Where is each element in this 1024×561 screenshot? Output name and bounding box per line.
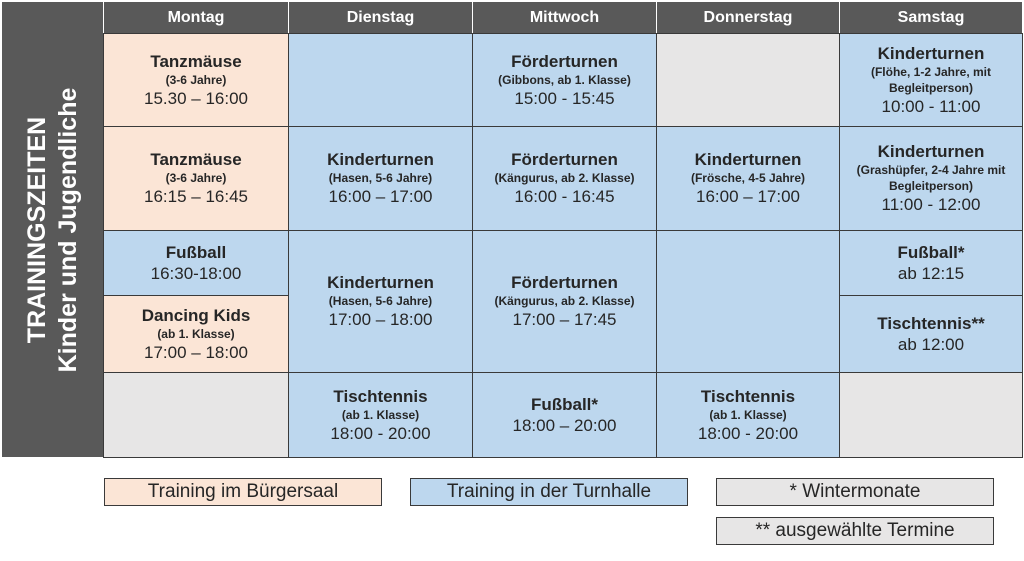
session-time: 11:00 - 12:00 [881, 195, 981, 214]
legend-wintermonate: * Wintermonate [716, 478, 994, 506]
session-time: 17:00 – 18:00 [328, 310, 433, 329]
cell-mittwoch-4 [472, 372, 657, 458]
cell-montag-1 [103, 33, 289, 127]
session-time: 18:00 - 20:00 [697, 423, 799, 443]
session-time: 16:30-18:00 [150, 263, 242, 283]
session-time: 17:00 – 18:00 [144, 342, 248, 362]
header-samstag: Samstag [839, 2, 1022, 33]
session-subtitle: (Frösche, 4-5 Jahre) [690, 171, 806, 185]
cell-dienstag-empty [288, 33, 473, 127]
session-time: 18:00 – 20:00 [512, 415, 617, 435]
session-title: Fußball* [897, 242, 965, 262]
session-subtitle: (3-6 Jahre) [165, 72, 227, 87]
session-subtitle: (ab 1. Klasse) [709, 407, 787, 422]
legend-turnhalle: Training in der Turnhalle [410, 478, 688, 506]
cell-samstag-1 [839, 33, 1023, 127]
cell-donnerstag-empty-2 [656, 230, 840, 373]
session-title: Tanzmäuse [150, 150, 242, 169]
legend-ausgewaehlte-termine: ** ausgewählte Termine [716, 517, 994, 545]
session-subtitle: (Hasen, 5-6 Jahre) [328, 171, 433, 185]
header-mittwoch: Mittwoch [472, 2, 656, 33]
sidebar-title [22, 87, 84, 372]
cell-montag-2 [103, 126, 289, 231]
session-title: Förderturnen [511, 150, 618, 169]
session-time: 16:00 - 16:45 [514, 187, 615, 206]
session-title: Tischtennis** [877, 313, 985, 333]
cell-montag-empty [103, 372, 289, 458]
session-time: 10:00 - 11:00 [881, 96, 981, 116]
session-title: Kinderturnen [877, 142, 985, 161]
session-subtitle: (Hasen, 5-6 Jahre) [328, 294, 433, 308]
session-title: Tischtennis [333, 386, 428, 406]
sidebar-title-line2: Kinder und Jugendliche [53, 87, 82, 372]
cell-donnerstag-2 [656, 126, 840, 231]
session-time: 17:00 – 17:45 [512, 310, 617, 329]
cell-donnerstag-empty [656, 33, 840, 127]
session-time: 16:00 – 17:00 [696, 187, 800, 206]
session-subtitle-2: Begleitperson) [888, 80, 973, 95]
session-title: Kinderturnen [694, 150, 802, 169]
cell-montag-4 [103, 295, 289, 373]
cell-samstag-3 [839, 230, 1023, 296]
header-donnerstag: Donnerstag [656, 2, 839, 33]
session-title: Tischtennis [700, 386, 796, 406]
session-time: ab 12:15 [897, 263, 965, 283]
sidebar-title-panel [2, 2, 103, 457]
session-subtitle: (ab 1. Klasse) [341, 407, 420, 422]
session-title: Förderturnen [511, 273, 618, 292]
session-time: 15:00 - 15:45 [514, 88, 615, 108]
sidebar-title-line1: TRAININGSZEITEN [22, 116, 51, 343]
cell-dienstag-2 [288, 126, 473, 231]
session-time: 16:00 – 17:00 [328, 187, 433, 206]
session-time: 15.30 – 16:00 [144, 88, 248, 108]
session-subtitle: (Gibbons, ab 1. Klasse) [498, 72, 631, 87]
session-time: ab 12:00 [897, 334, 965, 354]
session-title: Förderturnen [511, 51, 618, 71]
session-title: Tanzmäuse [150, 51, 242, 71]
legend-buergersaal: Training im Bürgersaal [104, 478, 382, 506]
cell-mittwoch-1 [472, 33, 657, 127]
cell-samstag-4 [839, 295, 1023, 373]
session-title: Kinderturnen [327, 273, 434, 292]
session-subtitle: (3-6 Jahre) [165, 171, 227, 185]
cell-samstag-2 [839, 126, 1023, 231]
cell-dienstag-4 [288, 372, 473, 458]
cell-montag-3 [103, 230, 289, 296]
session-title: Kinderturnen [327, 150, 434, 169]
cell-donnerstag-4 [656, 372, 840, 458]
session-title: Fußball* [530, 394, 599, 414]
session-subtitle-2: Begleitperson) [888, 179, 973, 193]
session-time: 16:15 – 16:45 [144, 187, 248, 206]
session-subtitle: (Kängurus, ab 2. Klasse) [494, 294, 635, 308]
session-subtitle: (Grashüpfer, 2-4 Jahre mit [856, 163, 1006, 177]
cell-mittwoch-2 [472, 126, 657, 231]
header-montag: Montag [103, 2, 288, 33]
cell-samstag-empty [839, 372, 1023, 458]
session-title: Fußball [165, 242, 227, 262]
session-subtitle: (Flöhe, 1-2 Jahre, mit [870, 64, 992, 79]
session-title: Kinderturnen [877, 43, 985, 63]
header-dienstag: Dienstag [288, 2, 472, 33]
cell-dienstag-3 [288, 230, 473, 373]
session-title: Dancing Kids [141, 305, 251, 325]
session-subtitle: (ab 1. Klasse) [157, 326, 235, 341]
session-time: 18:00 - 20:00 [330, 423, 431, 443]
cell-mittwoch-3 [472, 230, 657, 373]
session-subtitle: (Kängurus, ab 2. Klasse) [494, 171, 635, 185]
